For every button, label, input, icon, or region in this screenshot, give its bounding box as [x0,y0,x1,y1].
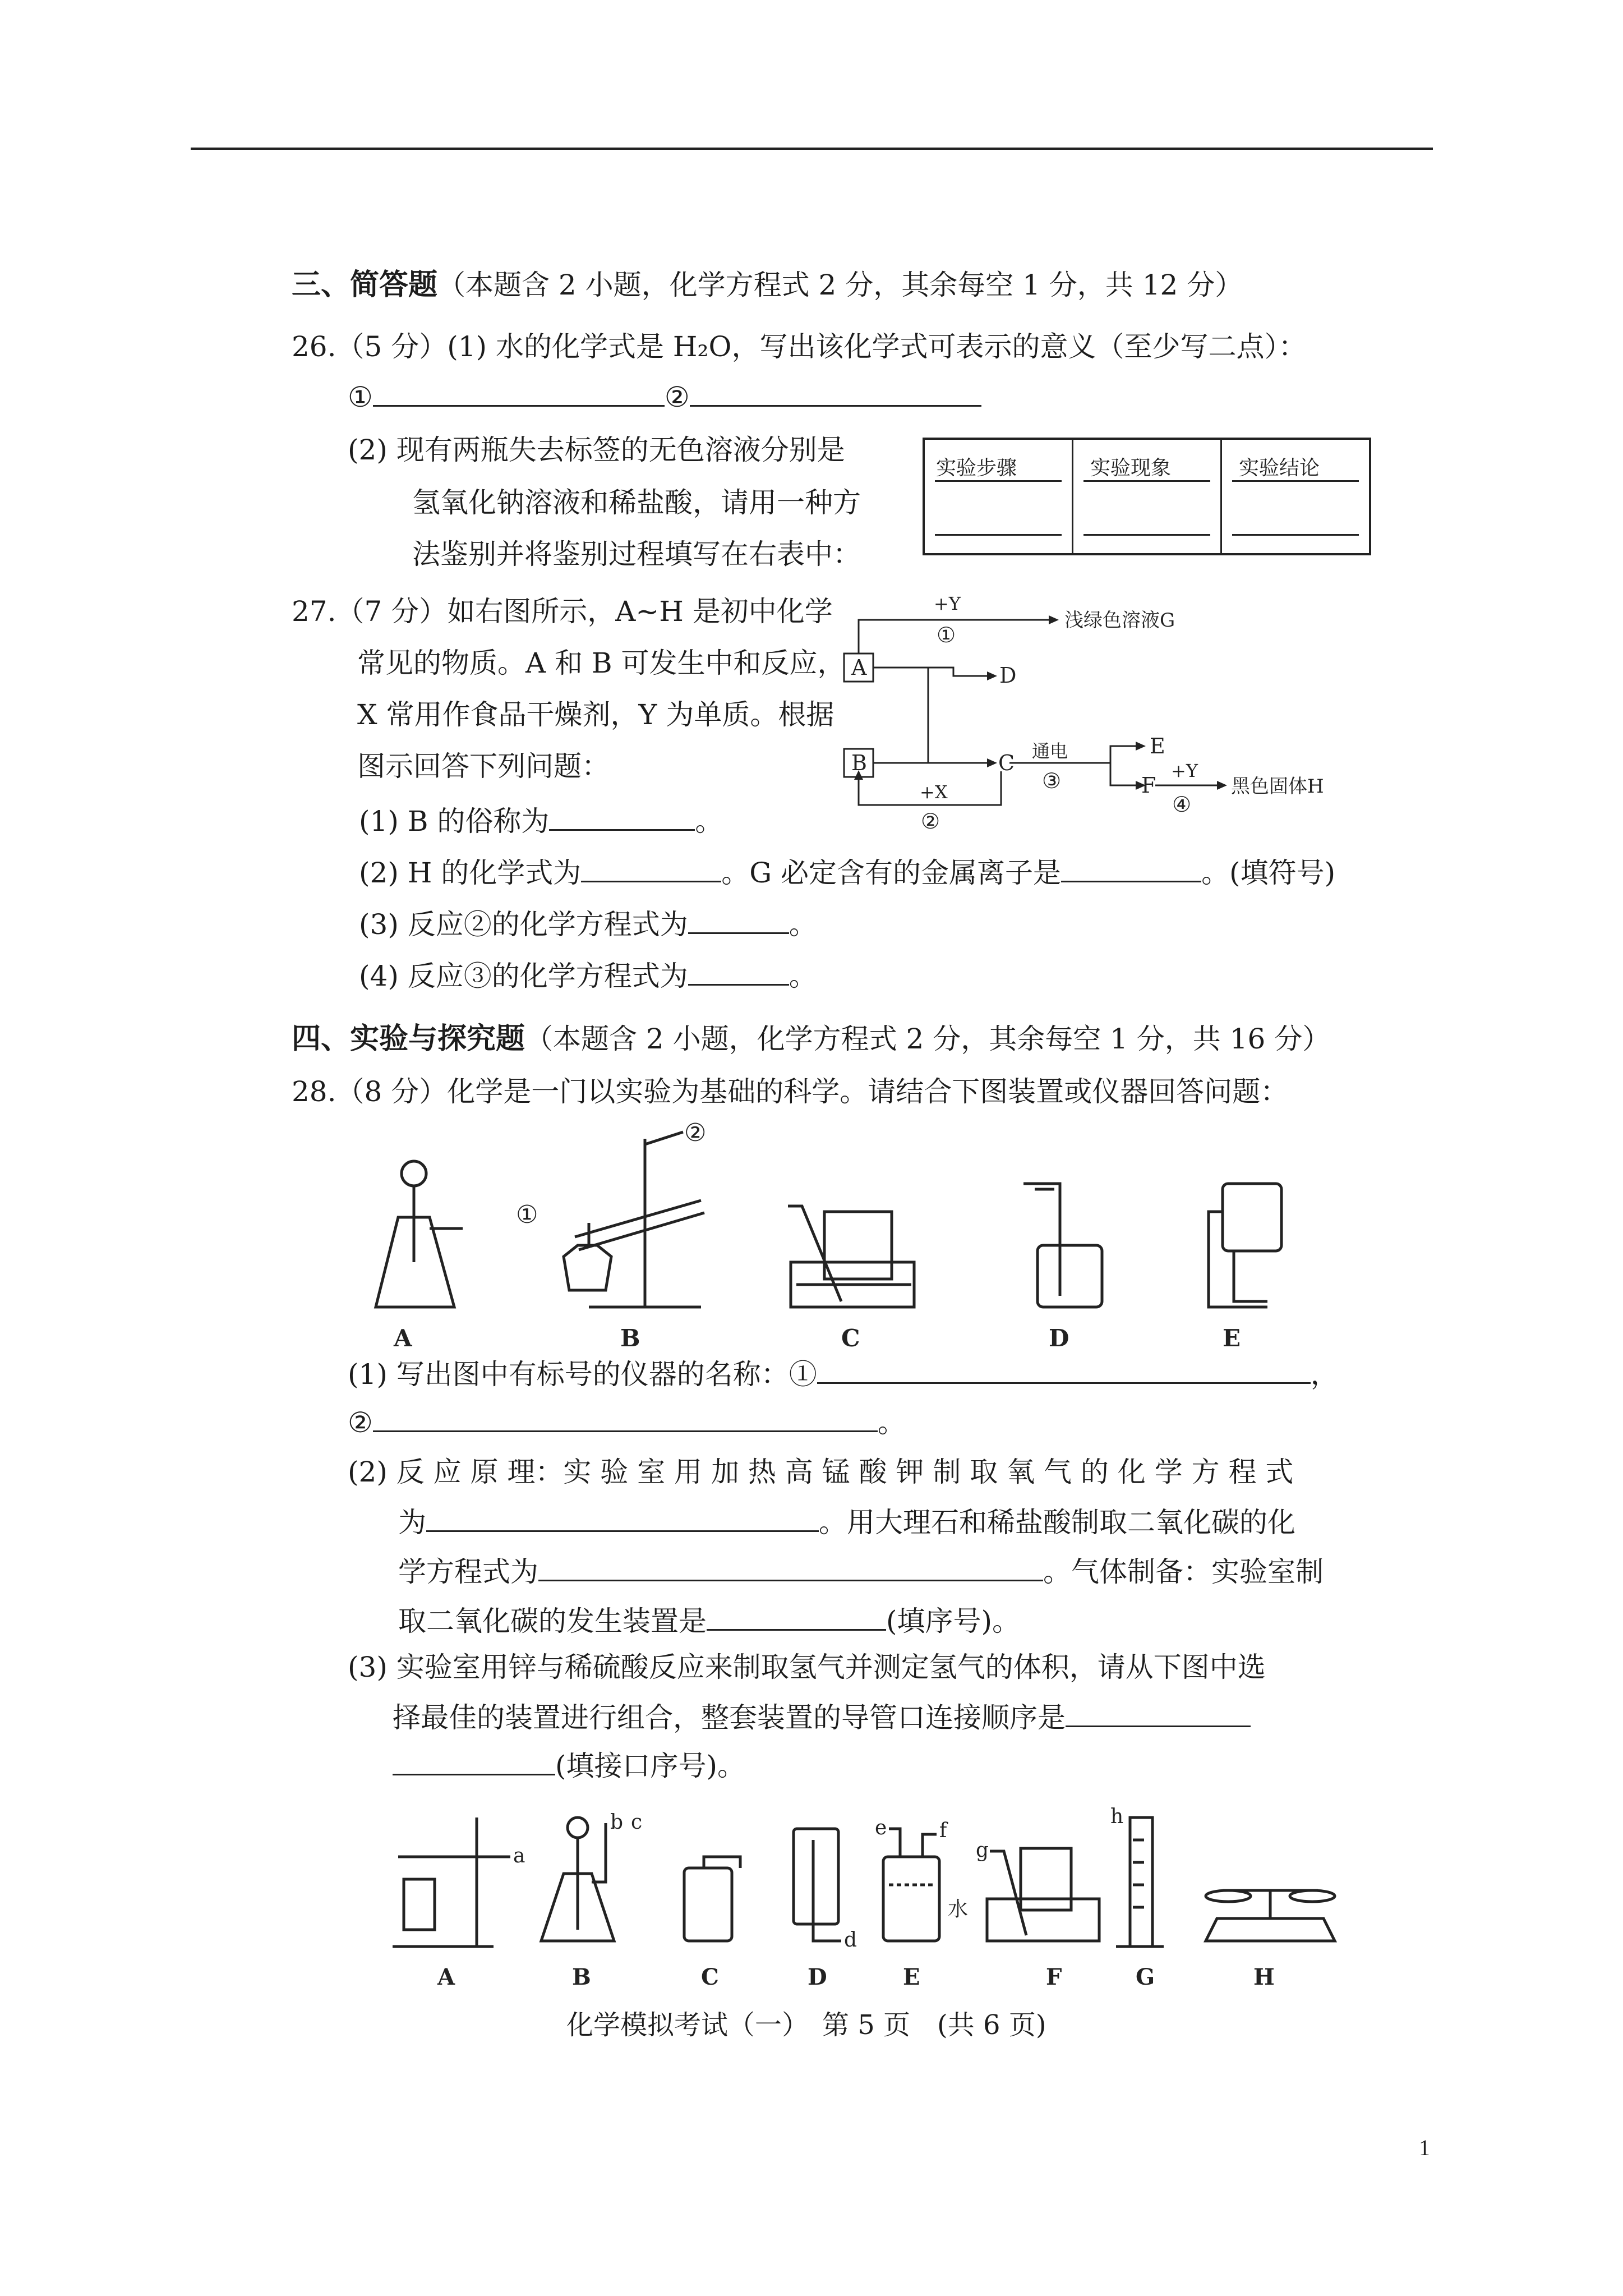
q27-s2-end: 。(填符号) [1201,857,1336,889]
q27-s1-text: (1) B 的俗称为 [359,805,550,838]
arrowhead-C [987,758,997,767]
fig2-port-a: a [513,1844,525,1867]
q27-s4-blank[interactable] [688,958,789,986]
apparatus2-D [794,1829,841,1941]
q26-table-header-conclusion: 实验结论 [1239,457,1320,480]
q28-p1-end: 。 [877,1406,906,1439]
fig1-mark-1: ① [516,1200,538,1229]
q26-table-col-conclusion [1222,440,1369,553]
q28-p1-mark2: ② [348,1406,373,1439]
q27-line2: 常见的物质。A 和 B 可发生中和反应， [357,647,846,679]
q27-line4: 图示回答下列问题： [357,750,610,783]
q28-p2-blank2[interactable] [538,1554,1043,1581]
node-G-label: 浅绿色溶液G [1064,609,1175,632]
q28-line1: 28.（8 分）化学是一门以实验为基础的科学。请结合下图装置或仪器回答问题： [292,1075,1289,1108]
label-r4: ④ [1172,792,1192,817]
q26-table-cell-phenomena[interactable] [1083,534,1210,536]
apparatus2-A [393,1818,510,1947]
q28-p3-line3 [393,1748,745,1783]
q27-line3: X 常用作食品干燥剂，Y 为单质。根据 [357,698,834,731]
node-F-label: F [1141,773,1156,798]
q26-line1: 26.（5 分）(1) 水的化学式是 H₂O，写出该化学式可表示的意义（至少写二点）： [292,330,1307,363]
q28-p1-blank2[interactable] [373,1405,878,1432]
q28-p2-blank1[interactable] [426,1504,819,1532]
arrow-to-D [928,668,987,676]
node-A-label: A [851,655,867,680]
q28-p1-blank1[interactable] [817,1356,1311,1384]
q27-s4 [359,958,817,993]
node-E-label: E [1150,734,1165,758]
fig2-label-A: A [437,1964,455,1990]
arrowhead-E [1136,742,1146,751]
fig2-port-d: d [844,1929,857,1952]
q28-p2-line3 [398,1554,1324,1589]
fig2-label-C: C [701,1964,719,1990]
fig2-port-g: g [976,1839,989,1862]
fig2-label-D: D [808,1964,827,1990]
q26-p2-line2: 氢氧化钠溶液和稀盐酸，请用一种方 [412,486,861,519]
q28-p2-line4 [398,1603,1020,1638]
fig2-label-B: B [572,1964,591,1990]
node-B-label: B [851,751,867,775]
q28-p2-line2b: 。用大理石和稀盐酸制取二氧化碳的化 [819,1506,1295,1539]
label-r1: ① [937,623,956,647]
node-C-label: C [998,751,1015,775]
q27-s3-blank[interactable] [688,907,789,934]
fig2-label-H: H [1253,1964,1275,1990]
arrow-to-E [1110,746,1136,763]
fig2-label-G: G [1136,1964,1155,1990]
q27-s4-text: (4) 反应③的化学方程式为 [359,960,688,992]
footer-text: 化学模拟考试（一） 第 5 页 (共 6 页) [566,2009,1046,2041]
label-plusX: +X [920,781,948,803]
fig2-port-b: b [610,1811,624,1834]
q27-s1-blank[interactable] [549,803,695,831]
page-number: 1 [1419,2135,1430,2160]
q27-s3-text: (3) 反应②的化学方程式为 [359,908,688,941]
q27-reaction-diagram [836,586,1396,833]
node-D-label: D [999,663,1017,688]
q26-p2-line3: 法鉴别并将鉴别过程填写在右表中： [412,538,861,570]
apparatus-A [376,1161,463,1307]
q26-answer-row [348,379,981,414]
q27-s3-end: 。 [789,908,817,941]
apparatus2-E [883,1829,939,1941]
label-plusY-1: +Y [934,593,961,614]
fig1-mark-2: ② [684,1122,707,1147]
top-rule [191,148,1433,150]
q28-p3-line2 [393,1700,1251,1734]
q27-s2 [359,855,1335,890]
label-r3: ③ [1042,769,1062,793]
label-electrify: 通电 [1032,740,1068,762]
apparatus2-G [1116,1818,1164,1947]
q28-p3-line2-text: 择最佳的装置进行组合，整套装置的导管口连接顺序是 [393,1701,1066,1734]
apparatus-C [788,1206,914,1307]
section4-heading [292,1022,1330,1056]
q28-p1-text: (1) 写出图中有标号的仪器的名称：① [348,1358,817,1391]
section4-note: （本题含 2 小题，化学方程式 2 分，其余每空 1 分，共 16 分） [525,1023,1331,1055]
q28-p2-line3b: 。气体制备：实验室制 [1043,1556,1324,1588]
apparatus2-F [987,1848,1099,1941]
q26-p2-line1: (2) 现有两瓶失去标签的无色溶液分别是 [348,434,845,466]
q28-p1-row2 [348,1405,906,1439]
fig1-label-C: C [841,1324,860,1352]
q27-s1 [359,803,723,838]
fig2-port-h: h [1110,1806,1124,1828]
apparatus2-C [684,1857,740,1941]
q28-p2-blank3[interactable] [707,1603,886,1631]
label-r2: ② [921,809,940,833]
q26-mark1: ① [348,381,373,413]
q28-p2-line1: (2) 反 应 原 理：实 验 室 用 加 热 高 锰 酸 钾 制 取 氧 气 的 化 学 方 程 式 [348,1456,1294,1488]
q27-s2-blank1[interactable] [581,855,721,882]
q27-s3 [359,907,817,941]
q27-s4-end: 。 [789,960,817,992]
q28-p2-line2 [398,1504,1295,1539]
fig2-port-c: c [631,1811,643,1834]
q26-table-header-phenomena: 实验现象 [1090,457,1172,480]
section4-title: 四、实验与探究题 [292,1022,525,1056]
fig2-label-E: E [903,1964,920,1990]
section3-title: 三、简答题 [292,268,438,302]
q26-table-header-steps: 实验步骤 [936,457,1017,480]
section3-heading [292,268,1243,302]
apparatus-E [1209,1184,1281,1307]
q28-p2-line4a: 取二氧化碳的发生装置是 [398,1605,707,1637]
fig2-water-label: 水 [948,1898,969,1921]
q28-p1-row1 [348,1356,1339,1391]
node-H-label: 黑色固体H [1231,775,1324,798]
q26-answer1-blank[interactable] [373,379,665,407]
q28-p3-blank1[interactable] [1066,1700,1251,1727]
arrowhead-H [1217,781,1227,790]
fig2-port-f: f [939,1819,947,1842]
q27-s2-blank2[interactable] [1061,855,1201,882]
q26-mark2: ② [664,381,690,413]
q28-p2-line2a: 为 [398,1506,426,1539]
apparatus-D [1023,1184,1102,1307]
apparatus2-B [541,1818,614,1941]
section3-note: （本题含 2 小题，化学方程式 2 分，其余每空 1 分，共 12 分） [437,269,1243,301]
arrowhead-G [1049,615,1059,624]
fig1-label-E: E [1223,1324,1241,1352]
q26-table [923,438,1371,555]
q28-p3-line1: (3) 实验室用锌与稀硫酸反应来制取氢气并测定氢气的体积，请从下图中选 [348,1651,1266,1683]
q26-table-header-underline [1232,480,1359,482]
q28-p2-line4b: (填序号)。 [886,1605,1021,1637]
q26-table-header-underline [935,480,1062,482]
q28-figure2 [381,1806,1363,1991]
arrowhead-D [987,671,997,680]
q26-table-header-underline [1083,480,1210,482]
q28-p3-blank2[interactable] [393,1748,555,1775]
apparatus2-H [1206,1890,1335,1941]
apparatus-B [564,1132,704,1307]
q28-p3-line3-text: (填接口序号)。 [555,1750,746,1782]
q26-table-cell-conclusion[interactable] [1232,534,1359,536]
fig2-port-e: e [875,1816,887,1839]
q28-figure1 [348,1122,1335,1358]
q27-s1-end: 。 [695,805,723,838]
q28-p2-line3a: 学方程式为 [398,1556,538,1588]
fig2-label-F: F [1046,1964,1062,1990]
fig1-label-D: D [1049,1324,1069,1352]
fig1-label-B: B [620,1324,640,1352]
q27-s2-text: (2) H 的化学式为 [359,857,582,889]
arrow-to-F [1110,763,1136,785]
q26-answer2-blank[interactable] [690,379,981,407]
line-A-to-junction [873,668,928,763]
q27-s2-mid: 。G 必定含有的金属离子是 [721,857,1062,889]
fig1-label-A: A [394,1324,412,1352]
label-plusY-2: +Y [1171,760,1198,781]
q26-table-cell-steps[interactable] [935,534,1062,536]
q26-table-col-phenomena [1073,440,1222,553]
q28-p1-comma: ， [1310,1358,1339,1391]
q26-table-col-steps [925,440,1073,553]
q27-line1: 27.（7 分）如右图所示，A~H 是初中化学 [292,595,833,628]
